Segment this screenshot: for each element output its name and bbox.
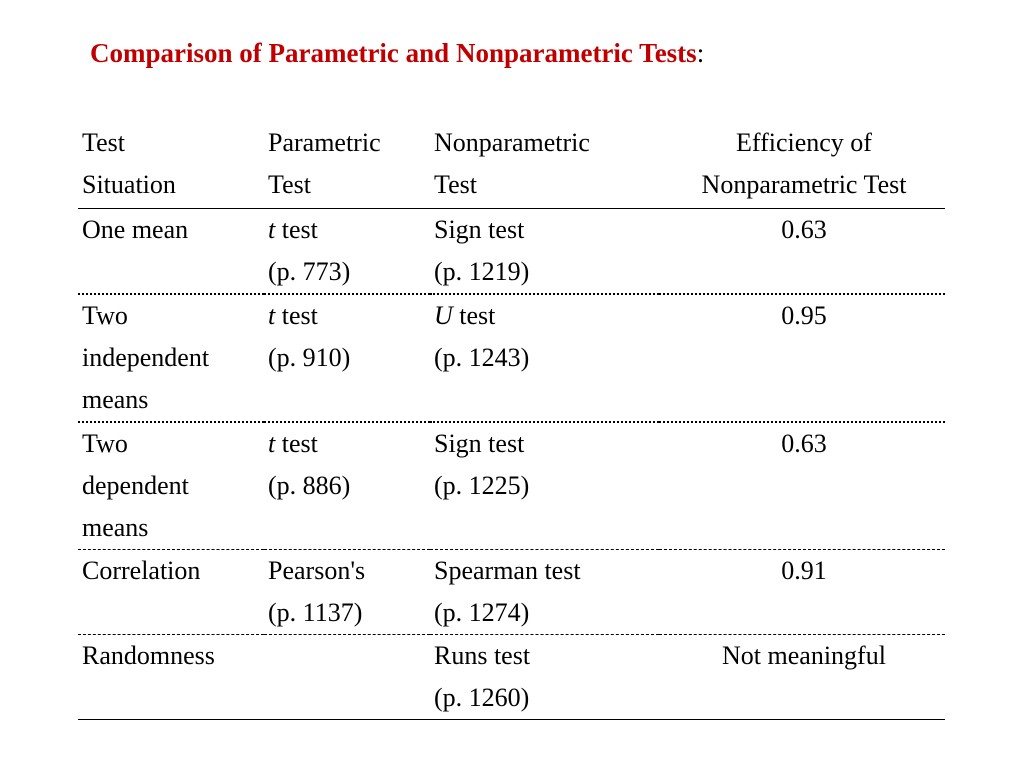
situation-line: One mean — [82, 215, 189, 244]
test-label: test — [275, 301, 318, 330]
situation-line: Correlation — [82, 556, 201, 585]
test-name — [268, 550, 430, 592]
test-symbol: U — [434, 301, 453, 330]
cell-parametric — [264, 635, 430, 720]
test-label: test — [452, 301, 496, 330]
cell-nonparametric — [430, 635, 659, 720]
table-row — [78, 635, 945, 720]
page-ref: (p. 1225) — [434, 471, 530, 500]
cell-parametric — [264, 550, 430, 635]
table-row — [78, 550, 945, 635]
header-line: Situation — [82, 170, 176, 199]
slide-title-colon: : — [696, 38, 705, 68]
cell-efficiency: 0.63 — [659, 422, 945, 550]
header-efficiency — [659, 122, 945, 209]
situation-line: dependent — [82, 471, 189, 500]
test-name — [434, 550, 659, 592]
test-label: test — [275, 215, 318, 244]
header-line: Efficiency of — [736, 128, 872, 157]
test-name — [434, 295, 659, 337]
cell-nonparametric — [430, 209, 659, 295]
cell-parametric — [264, 294, 430, 422]
header-line: Test — [268, 170, 311, 199]
test-name — [434, 423, 659, 465]
table-row — [78, 294, 945, 422]
cell-nonparametric — [430, 294, 659, 422]
test-symbol: t — [268, 301, 276, 330]
situation-line: Randomness — [82, 641, 215, 670]
page-ref: (p. 1274) — [434, 598, 530, 627]
cell-efficiency: 0.91 — [659, 550, 945, 635]
test-label: Runs test — [434, 641, 531, 670]
header-test-situation — [78, 122, 264, 209]
test-symbol: t — [268, 215, 276, 244]
header-line: Parametric — [268, 128, 381, 157]
test-label: Pearson's — [268, 556, 366, 585]
table-row — [78, 209, 945, 295]
page-ref: (p. 773) — [268, 257, 351, 286]
page-ref: (p. 1260) — [434, 683, 530, 712]
header-line: Test — [82, 128, 125, 157]
situation-line: Two — [82, 301, 128, 330]
cell-situation — [78, 550, 264, 635]
cell-parametric — [264, 209, 430, 295]
cell-situation — [78, 209, 264, 295]
test-label: Sign test — [434, 215, 525, 244]
page-ref: (p. 1219) — [434, 257, 530, 286]
situation-line: independent — [82, 343, 210, 372]
comparison-table — [78, 122, 945, 720]
page-ref: (p. 886) — [268, 471, 351, 500]
test-label: test — [275, 429, 318, 458]
cell-situation — [78, 294, 264, 422]
test-name — [268, 635, 430, 677]
page-ref: (p. 1137) — [268, 598, 363, 627]
page-ref — [268, 677, 430, 719]
test-label: Sign test — [434, 429, 525, 458]
header-line: Nonparametric — [434, 128, 590, 157]
cell-situation — [78, 635, 264, 720]
test-name — [434, 635, 659, 677]
page-ref: (p. 1243) — [434, 343, 530, 372]
situation-line: means — [82, 513, 149, 542]
situation-line: means — [82, 385, 149, 414]
test-symbol: t — [268, 429, 276, 458]
page-ref: (p. 910) — [268, 343, 351, 372]
test-name — [268, 295, 430, 337]
header-nonparametric-test — [430, 122, 659, 209]
cell-efficiency: Not meaningful — [659, 635, 945, 720]
header-parametric-test — [264, 122, 430, 209]
table-row — [78, 422, 945, 550]
cell-situation — [78, 422, 264, 550]
header-line: Nonparametric Test — [701, 170, 907, 199]
cell-efficiency: 0.63 — [659, 209, 945, 295]
cell-nonparametric — [430, 550, 659, 635]
test-name — [268, 209, 430, 251]
test-name — [434, 209, 659, 251]
situation-line: Two — [82, 429, 128, 458]
slide-title — [90, 36, 704, 70]
table-header-row — [78, 122, 945, 209]
cell-nonparametric — [430, 422, 659, 550]
slide-title-text: Comparison of Parametric and Nonparametric Tests — [90, 38, 697, 68]
test-name — [268, 423, 430, 465]
test-label: Spearman test — [434, 556, 581, 585]
cell-efficiency: 0.95 — [659, 294, 945, 422]
header-line: Test — [434, 170, 477, 199]
cell-parametric — [264, 422, 430, 550]
